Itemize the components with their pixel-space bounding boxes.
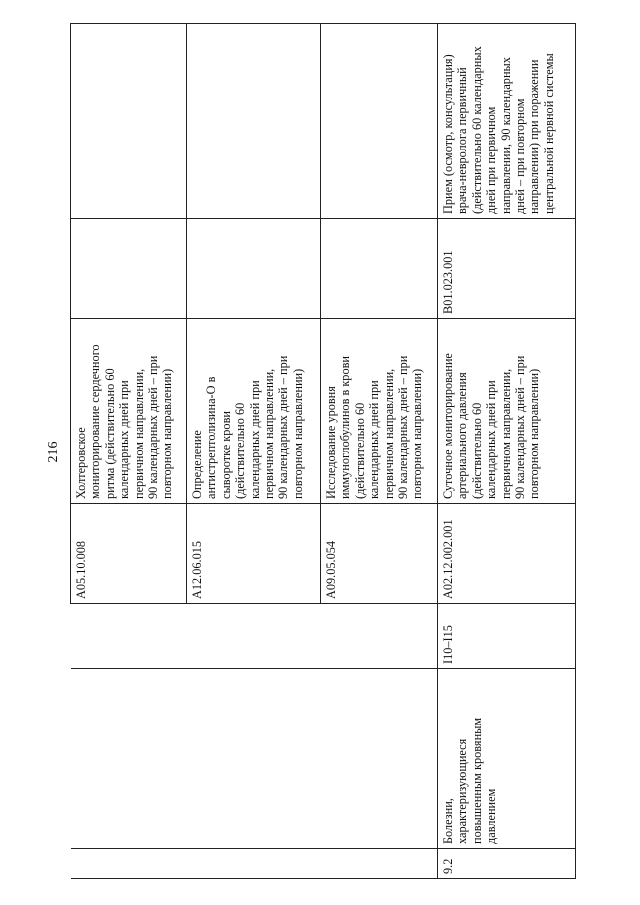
medical-service-name-cell [321,24,438,219]
service-name-cell: Холтеровское мониторирование сердечного ритма (действительно 60 календарных дней при первичном направлении, 90 календарных дней – при повторном направлении) [71,319,187,504]
medical-service-name-cell: Прием (осмотр, консультация) врача-невролога первичный (действительно 60 календарных дней при первичном направлении, 90 календарных дней – при повторном направлении) при поражении центральной нервной системы [438,24,576,219]
table-row [71,24,187,879]
rotated-table-container [70,24,575,879]
service-code-cell: A02.12.002.001 [438,504,576,604]
service-name-cell: Определение антистрептолизина-О в сыворотке крови (действительно 60 календарных дней при первичном направлении, 90 календарных дней – при повторном направлении) [187,319,321,504]
icd-code-cell [71,604,187,669]
medical-service-code-cell: B01.023.001 [438,219,576,319]
page-number: 216 [46,441,61,463]
icd-code-cell [187,604,321,669]
service-name-cell: Исследование уровня иммуноглобулинов в крови (действительно 60 календарных дней при первичном направлении, 90 календарных дней – при повторном направлении) [321,319,438,504]
disease-cell [187,669,321,849]
medical-service-code-cell [187,219,321,319]
row-number-cell: 9.2 [438,849,576,879]
medical-service-code-cell [71,219,187,319]
row-number-cell [187,849,321,879]
disease-cell [71,669,187,849]
medical-service-code-cell [321,219,438,319]
disease-cell [321,669,438,849]
service-code-cell: A12.06.015 [187,504,321,604]
table-row [321,24,438,879]
icd-code-cell [321,604,438,669]
service-code-cell: A09.05.054 [321,504,438,604]
row-number-cell [71,849,187,879]
table-row [438,24,576,879]
service-code-cell: A05.10.008 [71,504,187,604]
disease-cell: Болезни, характеризующиеся повышенным кровяным давлением [438,669,576,849]
medical-service-name-cell [187,24,321,219]
row-number-cell [321,849,438,879]
services-table [70,23,576,879]
icd-code-cell: I10–I15 [438,604,576,669]
table-row [187,24,321,879]
medical-service-name-cell [71,24,187,219]
service-name-cell: Суточное мониторирование артериального давления (действительно 60 календарных дней при первичном направлении, 90 календарных дней – при повторном направлении) [438,319,576,504]
